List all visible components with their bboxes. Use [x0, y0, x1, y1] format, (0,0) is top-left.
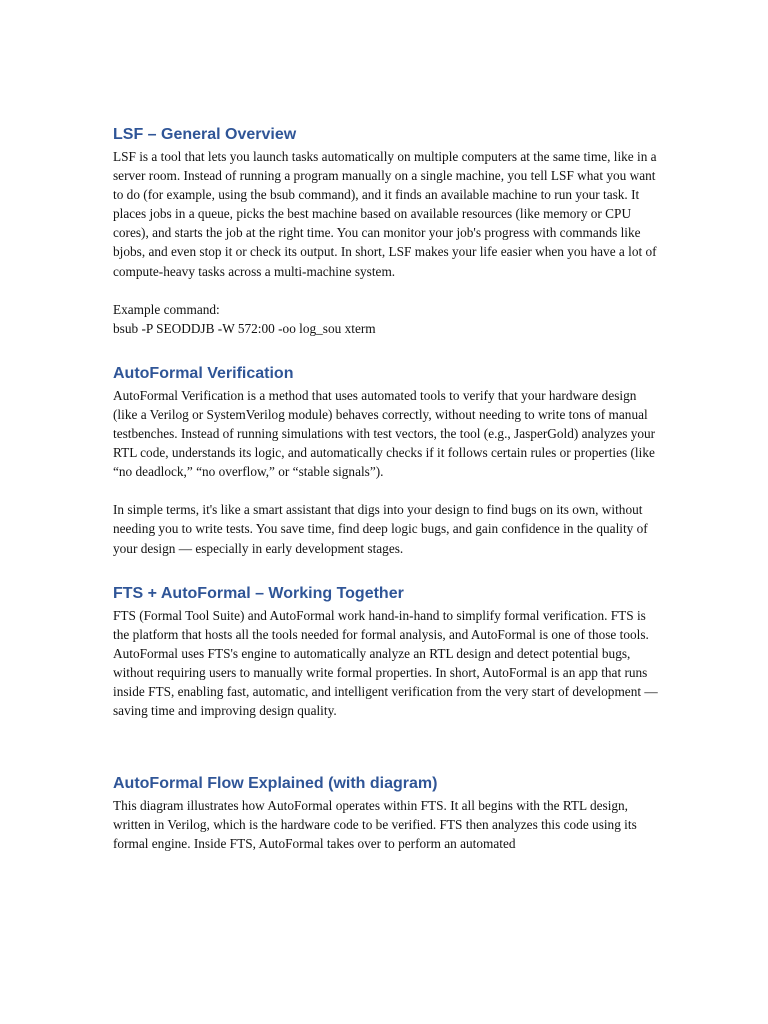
- section-spacer: [113, 558, 658, 582]
- paragraph-autoformal-verification-1: AutoFormal Verification is a method that uses automated tools to verify that your hardware design (like a Verilog or SystemVerilog module) behaves correctly, without needing to write tons of manual testbenches. Instead of running simulations with test vectors, the tool (e.g., JasperGold) analyzes your RTL code, understands its logic, and automatically checks if it follows certain rules or properties (like “no deadlock,” “no overflow,” or “stable signals”).: [113, 387, 656, 480]
- section-spacer: [113, 720, 658, 772]
- section-heading-autoformal-verification: AutoFormal Verification: [113, 364, 294, 382]
- example-command-block: [113, 300, 658, 338]
- section-spacer: [113, 338, 658, 362]
- document-body: [113, 123, 658, 853]
- example-command-text: bsub -P SEODDJB -W 572:00 -oo log_sou xterm: [113, 320, 376, 336]
- paragraph-autoformal-flow: This diagram illustrates how AutoFormal operates within FTS. It all begins with the RTL design, written in Verilog, which is the hardware code to be verified. FTS then analyzes this code using its formal engine. Inside FTS, AutoFormal takes over to perform an automated: [113, 798, 637, 852]
- section-heading-fts-autoformal: FTS + AutoFormal – Working Together: [113, 584, 404, 602]
- paragraph-autoformal-verification-2: In simple terms, it's like a smart assistant that digs into your design to find bugs on its own, without needing you to write tests. You save time, find deep logic bugs, and gain confidence in the quality of your design — especially in early development stages.: [113, 502, 648, 556]
- example-command-label: Example command:: [113, 301, 220, 317]
- paragraph-fts-autoformal: FTS (Formal Tool Suite) and AutoFormal work hand-in-hand to simplify formal verification. FTS is the platform that hosts all the tools needed for formal analysis, and AutoFormal is one of those tools. AutoFormal uses FTS's engine to automatically analyze an RTL design and detect potential bugs, without requiring users to manually write formal properties. In short, AutoFormal is an app that runs inside FTS, enabling fast, automatic, and intelligent verification from the very start of development — saving time and improving design quality.: [113, 607, 658, 719]
- section-heading-autoformal-flow: AutoFormal Flow Explained (with diagram): [113, 775, 438, 793]
- paragraph-spacer: [113, 481, 658, 500]
- paragraph-spacer: [113, 281, 658, 300]
- paragraph-lsf-overview: LSF is a tool that lets you launch tasks automatically on multiple computers at the same time, like in a server room. Instead of running a program manually on a single machine, you tell LSF what you want to do (for example, using the bsub command), and it finds an available machine to run your task. It places jobs in a queue, picks the best machine based on available resources (like memory or CPU cores), and starts the job at the right time. You can monitor your job's progress with commands like bjobs, and even stop it or check its output. In short, LSF makes your life easier when you have a lot of compute-heavy tasks across a multi-machine system.: [113, 149, 657, 279]
- section-heading-lsf-overview: LSF – General Overview: [113, 126, 297, 143]
